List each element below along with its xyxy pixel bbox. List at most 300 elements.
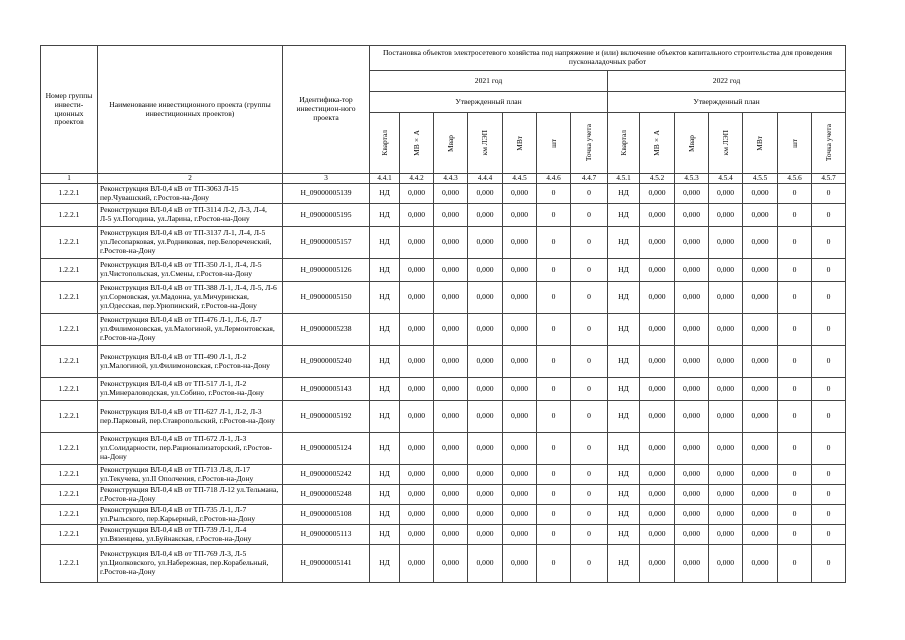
cell-value: 0 xyxy=(571,227,608,259)
column-number: 4.4.2 xyxy=(400,174,434,184)
cell-value: 0,000 xyxy=(400,525,434,545)
cell-value: 0,000 xyxy=(709,465,743,485)
column-number: 4.4.3 xyxy=(434,174,468,184)
cell-value: 0 xyxy=(571,465,608,485)
cell-value: 0,000 xyxy=(743,401,778,433)
cell-value: 0 xyxy=(537,378,571,401)
cell-value: 0,000 xyxy=(434,401,468,433)
cell-group-no: 1.2.2.1 xyxy=(41,378,98,401)
cell-value: 0,000 xyxy=(400,485,434,505)
cell-group-no: 1.2.2.1 xyxy=(41,401,98,433)
cell-value: НД xyxy=(608,525,640,545)
cell-value: 0,000 xyxy=(468,204,503,227)
cell-value: 0,000 xyxy=(400,465,434,485)
header-plan-2021: Утвержденный план xyxy=(370,92,608,113)
cell-value: 0,000 xyxy=(743,525,778,545)
cell-value: 0 xyxy=(537,346,571,378)
column-number: 3 xyxy=(283,174,370,184)
table-row xyxy=(41,485,846,505)
cell-project-id: H_09000005238 xyxy=(283,314,370,346)
header-metric xyxy=(608,113,640,174)
header-metric xyxy=(434,113,468,174)
cell-value: 0,000 xyxy=(434,485,468,505)
table-row xyxy=(41,282,846,314)
cell-value: 0,000 xyxy=(468,184,503,204)
cell-value: 0 xyxy=(571,485,608,505)
cell-value: 0,000 xyxy=(503,505,537,525)
header-metric xyxy=(709,113,743,174)
column-number: 1 xyxy=(41,174,98,184)
cell-value: 0,000 xyxy=(400,433,434,465)
cell-value: 0,000 xyxy=(640,485,675,505)
cell-group-no: 1.2.2.1 xyxy=(41,259,98,282)
cell-group-no: 1.2.2.1 xyxy=(41,184,98,204)
header-metric xyxy=(640,113,675,174)
header-year-2021: 2021 год xyxy=(370,71,608,92)
cell-value: НД xyxy=(370,227,400,259)
cell-value: 0,000 xyxy=(468,401,503,433)
cell-value: НД xyxy=(608,227,640,259)
cell-value: 0,000 xyxy=(468,282,503,314)
cell-project-name: Реконструкция ВЛ-0,4 кВ от ТП-3063 Л-15 пер.Чувашский, г.Ростов-на-Дону xyxy=(98,184,283,204)
cell-value: 0,000 xyxy=(743,184,778,204)
cell-value: 0,000 xyxy=(434,433,468,465)
header-project-name: Наименование инвестиционного проекта (группы инвестиционных проектов) xyxy=(98,46,283,174)
cell-value: 0,000 xyxy=(400,545,434,583)
cell-value: 0 xyxy=(812,378,846,401)
cell-value: НД xyxy=(370,282,400,314)
cell-value: 0,000 xyxy=(400,505,434,525)
table-row xyxy=(41,505,846,525)
cell-value: 0 xyxy=(812,227,846,259)
cell-value: 0 xyxy=(778,545,812,583)
cell-group-no: 1.2.2.1 xyxy=(41,545,98,583)
cell-value: 0,000 xyxy=(640,378,675,401)
cell-group-no: 1.2.2.1 xyxy=(41,204,98,227)
cell-value: НД xyxy=(370,378,400,401)
cell-value: 0,000 xyxy=(503,465,537,485)
cell-value: 0,000 xyxy=(709,378,743,401)
cell-value: 0,000 xyxy=(709,314,743,346)
cell-project-id: H_09000005141 xyxy=(283,545,370,583)
cell-value: 0,000 xyxy=(434,378,468,401)
cell-value: 0,000 xyxy=(468,378,503,401)
header-metric xyxy=(743,113,778,174)
cell-value: 0 xyxy=(778,259,812,282)
cell-value: 0 xyxy=(778,505,812,525)
cell-project-id: H_09000005195 xyxy=(283,204,370,227)
cell-value: 0 xyxy=(537,465,571,485)
cell-value: НД xyxy=(608,314,640,346)
cell-value: 0,000 xyxy=(400,227,434,259)
cell-value: 0 xyxy=(812,465,846,485)
column-number: 4.5.2 xyxy=(640,174,675,184)
cell-value: 0 xyxy=(778,401,812,433)
cell-project-name: Реконструкция ВЛ-0,4 кВ от ТП-627 Л-1, Л-2, Л-3 пер.Парковый, пер.Ставропольский, г.Ростов-на-Дону xyxy=(98,401,283,433)
cell-value: 0,000 xyxy=(743,227,778,259)
cell-value: 0,000 xyxy=(743,314,778,346)
cell-value: 0,000 xyxy=(743,465,778,485)
header-metric-label: МВ×А xyxy=(652,130,662,156)
cell-value: НД xyxy=(608,433,640,465)
table-row xyxy=(41,184,846,204)
cell-value: 0,000 xyxy=(675,184,709,204)
cell-project-name: Реконструкция ВЛ-0,4 кВ от ТП-713 Л-8, Л-17 ул.Текучева, ул.II Ополчения, г.Ростов-на-Дону xyxy=(98,465,283,485)
cell-value: 0,000 xyxy=(675,314,709,346)
cell-project-id: H_09000005240 xyxy=(283,346,370,378)
cell-project-name: Реконструкция ВЛ-0,4 кВ от ТП-490 Л-1, Л-2 ул.Малогиной, ул.Филимоновская, г.Ростов-на-Дону xyxy=(98,346,283,378)
cell-value: 0,000 xyxy=(675,282,709,314)
cell-project-id: H_09000005124 xyxy=(283,433,370,465)
header-metric xyxy=(537,113,571,174)
column-number: 4.5.7 xyxy=(812,174,846,184)
cell-value: 0,000 xyxy=(743,346,778,378)
cell-value: 0,000 xyxy=(503,433,537,465)
cell-value: НД xyxy=(370,259,400,282)
table-row xyxy=(41,545,846,583)
cell-project-id: H_09000005242 xyxy=(283,465,370,485)
cell-group-no: 1.2.2.1 xyxy=(41,433,98,465)
header-metric xyxy=(812,113,846,174)
cell-value: 0,000 xyxy=(640,505,675,525)
cell-value: 0,000 xyxy=(468,259,503,282)
cell-value: 0,000 xyxy=(743,505,778,525)
cell-value: 0,000 xyxy=(709,227,743,259)
cell-value: НД xyxy=(608,378,640,401)
cell-value: 0 xyxy=(537,401,571,433)
cell-value: 0,000 xyxy=(709,525,743,545)
cell-value: 0 xyxy=(812,505,846,525)
cell-value: НД xyxy=(370,545,400,583)
header-metric xyxy=(400,113,434,174)
table-row xyxy=(41,314,846,346)
table-row xyxy=(41,227,846,259)
cell-project-name: Реконструкция ВЛ-0,4 кВ от ТП-739 Л-1, Л-4 ул.Вязенцева, ул.Буйнакская, г.Ростов-на-Дону xyxy=(98,525,283,545)
cell-project-name: Реконструкция ВЛ-0,4 кВ от ТП-350 Л-1, Л-4, Л-5 ул.Чистопольская, ул.Смены, г.Ростов-на-Дону xyxy=(98,259,283,282)
cell-value: 0,000 xyxy=(468,545,503,583)
cell-value: 0,000 xyxy=(640,525,675,545)
table-row xyxy=(41,204,846,227)
table-row xyxy=(41,378,846,401)
cell-value: 0 xyxy=(571,184,608,204)
column-number: 4.5.6 xyxy=(778,174,812,184)
cell-value: НД xyxy=(608,259,640,282)
cell-value: 0,000 xyxy=(503,346,537,378)
cell-value: НД xyxy=(370,525,400,545)
cell-value: НД xyxy=(608,401,640,433)
header-metric-label: Мвар xyxy=(445,134,455,152)
table-row xyxy=(41,525,846,545)
cell-group-no: 1.2.2.1 xyxy=(41,346,98,378)
investment-table xyxy=(40,45,846,583)
cell-value: 0,000 xyxy=(709,401,743,433)
header-metric xyxy=(778,113,812,174)
header-metric-label: Точка учета xyxy=(584,124,594,162)
cell-project-id: H_09000005192 xyxy=(283,401,370,433)
header-metric xyxy=(468,113,503,174)
cell-value: НД xyxy=(370,505,400,525)
cell-value: НД xyxy=(370,314,400,346)
cell-value: 0,000 xyxy=(400,378,434,401)
cell-value: 0,000 xyxy=(709,433,743,465)
cell-value: 0,000 xyxy=(640,184,675,204)
cell-value: 0,000 xyxy=(434,282,468,314)
cell-value: 0 xyxy=(571,346,608,378)
cell-value: НД xyxy=(370,346,400,378)
cell-value: 0 xyxy=(537,282,571,314)
cell-value: 0 xyxy=(537,227,571,259)
cell-value: 0,000 xyxy=(503,227,537,259)
cell-value: 0,000 xyxy=(503,204,537,227)
column-number: 4.5.1 xyxy=(608,174,640,184)
table-row xyxy=(41,259,846,282)
cell-value: 0,000 xyxy=(675,485,709,505)
header-metric-label: км ЛЭП xyxy=(720,130,730,156)
cell-value: 0 xyxy=(571,545,608,583)
cell-value: 0,000 xyxy=(468,505,503,525)
cell-value: 0,000 xyxy=(503,378,537,401)
cell-value: 0 xyxy=(812,401,846,433)
cell-value: 0,000 xyxy=(675,545,709,583)
cell-value: 0,000 xyxy=(709,259,743,282)
cell-value: 0,000 xyxy=(434,227,468,259)
cell-value: 0,000 xyxy=(709,184,743,204)
header-metric-label: МВт xyxy=(514,135,524,151)
cell-value: 0 xyxy=(778,465,812,485)
cell-project-name: Реконструкция ВЛ-0,4 кВ от ТП-517 Л-1, Л-2 ул.Минераловодская, ул.Собино, г.Ростов-на-Дону xyxy=(98,378,283,401)
header-plan-2022: Утвержденный план xyxy=(608,92,846,113)
header-group-no: Номер группы инвести-ционных проектов xyxy=(41,46,98,174)
column-number: 4.5.3 xyxy=(675,174,709,184)
cell-value: НД xyxy=(608,505,640,525)
cell-value: 0 xyxy=(812,485,846,505)
cell-value: 0,000 xyxy=(468,485,503,505)
cell-value: 0 xyxy=(778,378,812,401)
cell-value: 0 xyxy=(537,314,571,346)
cell-value: 0 xyxy=(812,525,846,545)
cell-value: 0 xyxy=(778,227,812,259)
cell-value: 0 xyxy=(571,505,608,525)
cell-value: 0,000 xyxy=(640,314,675,346)
cell-value: 0 xyxy=(537,259,571,282)
cell-project-id: H_09000005126 xyxy=(283,259,370,282)
table-row xyxy=(41,433,846,465)
column-number: 4.4.4 xyxy=(468,174,503,184)
cell-value: 0,000 xyxy=(434,505,468,525)
cell-value: НД xyxy=(608,346,640,378)
cell-value: 0 xyxy=(571,525,608,545)
cell-value: 0,000 xyxy=(503,314,537,346)
cell-project-id: H_09000005108 xyxy=(283,505,370,525)
cell-project-id: H_09000005113 xyxy=(283,525,370,545)
cell-value: 0 xyxy=(778,282,812,314)
cell-value: 0,000 xyxy=(468,346,503,378)
cell-project-name: Реконструкция ВЛ-0,4 кВ от ТП-672 Л-1, Л-3 ул.Солидарности, пер.Рационализаторский, г.Ростов-на-Дону xyxy=(98,433,283,465)
cell-value: 0 xyxy=(571,401,608,433)
cell-value: 0 xyxy=(571,259,608,282)
cell-value: 0,000 xyxy=(434,545,468,583)
header-metric-label: МВт xyxy=(755,135,765,151)
cell-value: 0 xyxy=(812,204,846,227)
cell-value: 0 xyxy=(778,346,812,378)
table-row xyxy=(41,465,846,485)
cell-value: 0 xyxy=(812,184,846,204)
cell-group-no: 1.2.2.1 xyxy=(41,227,98,259)
cell-value: 0,000 xyxy=(675,505,709,525)
cell-value: 0,000 xyxy=(434,204,468,227)
cell-value: 0,000 xyxy=(400,346,434,378)
cell-value: 0,000 xyxy=(709,545,743,583)
cell-value: НД xyxy=(608,204,640,227)
header-metric xyxy=(503,113,537,174)
table-row xyxy=(41,401,846,433)
cell-value: 0,000 xyxy=(709,505,743,525)
table-row xyxy=(41,346,846,378)
cell-value: 0 xyxy=(537,485,571,505)
column-number: 4.4.5 xyxy=(503,174,537,184)
cell-value: 0,000 xyxy=(743,545,778,583)
cell-value: 0 xyxy=(812,346,846,378)
cell-value: 0,000 xyxy=(640,465,675,485)
cell-value: 0,000 xyxy=(743,204,778,227)
cell-value: 0,000 xyxy=(468,314,503,346)
cell-value: НД xyxy=(608,545,640,583)
cell-value: 0,000 xyxy=(640,545,675,583)
cell-value: 0 xyxy=(537,184,571,204)
cell-value: 0,000 xyxy=(400,401,434,433)
header-metric xyxy=(571,113,608,174)
cell-value: 0,000 xyxy=(640,204,675,227)
cell-value: 0,000 xyxy=(743,485,778,505)
header-metric-label: Точка учета xyxy=(823,124,833,162)
cell-value: НД xyxy=(608,184,640,204)
cell-value: НД xyxy=(370,433,400,465)
column-number: 2 xyxy=(98,174,283,184)
column-number: 4.5.5 xyxy=(743,174,778,184)
cell-value: 0,000 xyxy=(640,401,675,433)
cell-project-name: Реконструкция ВЛ-0,4 кВ от ТП-3114 Л-2, Л-3, Л-4, Л-5 ул.Погодина, ул.Ларина, г.Ростов-на-Дону xyxy=(98,204,283,227)
cell-value: 0 xyxy=(778,184,812,204)
header-metric-label: МВ×А xyxy=(411,130,421,156)
column-number: 4.4.1 xyxy=(370,174,400,184)
cell-value: 0,000 xyxy=(709,346,743,378)
cell-project-name: Реконструкция ВЛ-0,4 кВ от ТП-718 Л-12 ул.Тельмана, г.Ростов-на-Дону xyxy=(98,485,283,505)
cell-value: 0,000 xyxy=(434,525,468,545)
cell-value: 0,000 xyxy=(743,378,778,401)
header-metric-label: Квартал xyxy=(618,130,628,156)
cell-value: 0 xyxy=(537,505,571,525)
cell-value: 0 xyxy=(571,433,608,465)
cell-value: 0 xyxy=(537,204,571,227)
header-metric-label: км ЛЭП xyxy=(480,130,490,156)
header-project-id: Идентифика-тор инвестицион-ного проекта xyxy=(283,46,370,174)
cell-value: 0,000 xyxy=(743,433,778,465)
cell-value: 0 xyxy=(812,259,846,282)
header-metric-label: шт xyxy=(789,138,799,148)
cell-value: НД xyxy=(370,184,400,204)
cell-value: 0,000 xyxy=(675,401,709,433)
cell-value: 0,000 xyxy=(675,378,709,401)
cell-value: НД xyxy=(370,485,400,505)
header-metric-label: Мвар xyxy=(686,134,696,152)
cell-value: 0,000 xyxy=(503,259,537,282)
cell-value: 0,000 xyxy=(503,401,537,433)
header-metric xyxy=(370,113,400,174)
cell-group-no: 1.2.2.1 xyxy=(41,314,98,346)
cell-value: 0 xyxy=(537,433,571,465)
cell-value: 0,000 xyxy=(468,525,503,545)
cell-value: 0,000 xyxy=(640,282,675,314)
cell-group-no: 1.2.2.1 xyxy=(41,465,98,485)
cell-value: 0 xyxy=(812,314,846,346)
cell-value: 0,000 xyxy=(434,346,468,378)
cell-value: 0,000 xyxy=(503,545,537,583)
cell-value: 0,000 xyxy=(468,433,503,465)
cell-value: 0,000 xyxy=(675,227,709,259)
cell-value: 0,000 xyxy=(675,465,709,485)
cell-project-name: Реконструкция ВЛ-0,4 кВ от ТП-769 Л-3, Л-5 ул.Циолковского, ул.Набережная, пер.Корабельный, г.Ростов-на-Дону xyxy=(98,545,283,583)
cell-value: 0 xyxy=(812,545,846,583)
header-metric-label: шт xyxy=(548,138,558,148)
cell-value: 0,000 xyxy=(709,485,743,505)
cell-value: 0 xyxy=(571,204,608,227)
cell-value: 0,000 xyxy=(640,433,675,465)
cell-project-id: H_09000005157 xyxy=(283,227,370,259)
cell-value: 0,000 xyxy=(675,346,709,378)
cell-value: 0,000 xyxy=(400,259,434,282)
cell-group-no: 1.2.2.1 xyxy=(41,485,98,505)
cell-value: 0,000 xyxy=(675,433,709,465)
cell-group-no: 1.2.2.1 xyxy=(41,505,98,525)
cell-project-name: Реконструкция ВЛ-0,4 кВ от ТП-735 Л-1, Л-7 ул.Рыльского, пер.Карьерный, г.Ростов-на-Дону xyxy=(98,505,283,525)
cell-group-no: 1.2.2.1 xyxy=(41,282,98,314)
cell-value: 0,000 xyxy=(434,465,468,485)
cell-value: 0 xyxy=(778,314,812,346)
cell-value: 0,000 xyxy=(709,282,743,314)
cell-value: НД xyxy=(608,485,640,505)
cell-value: 0,000 xyxy=(468,227,503,259)
cell-value: НД xyxy=(608,465,640,485)
cell-value: НД xyxy=(370,401,400,433)
cell-value: 0 xyxy=(812,433,846,465)
cell-value: 0,000 xyxy=(675,204,709,227)
cell-value: 0,000 xyxy=(709,204,743,227)
cell-value: 0 xyxy=(778,525,812,545)
cell-value: 0,000 xyxy=(675,259,709,282)
cell-group-no: 1.2.2.1 xyxy=(41,525,98,545)
cell-value: 0 xyxy=(778,204,812,227)
cell-value: НД xyxy=(370,465,400,485)
cell-value: 0,000 xyxy=(743,259,778,282)
cell-value: 0 xyxy=(571,378,608,401)
cell-value: 0,000 xyxy=(400,282,434,314)
cell-value: 0,000 xyxy=(503,184,537,204)
cell-project-id: H_09000005143 xyxy=(283,378,370,401)
cell-value: 0 xyxy=(571,282,608,314)
column-number: 4.4.6 xyxy=(537,174,571,184)
cell-value: 0 xyxy=(537,545,571,583)
cell-value: 0 xyxy=(812,282,846,314)
cell-value: 0,000 xyxy=(503,282,537,314)
cell-value: 0,000 xyxy=(503,485,537,505)
cell-project-name: Реконструкция ВЛ-0,4 кВ от ТП-3137 Л-1, Л-4, Л-5 ул.Лесопарковая, ул.Родниковая, пер.Белореченский, г.Ростов-на-Дону xyxy=(98,227,283,259)
cell-value: 0,000 xyxy=(640,259,675,282)
cell-value: 0,000 xyxy=(434,314,468,346)
cell-project-id: H_09000005150 xyxy=(283,282,370,314)
cell-value: 0,000 xyxy=(400,314,434,346)
cell-value: 0,000 xyxy=(400,204,434,227)
cell-project-name: Реконструкция ВЛ-0,4 кВ от ТП-476 Л-1, Л-6, Л-7 ул.Филимоновская, ул.Малогиной, ул.Лермонтовская, г.Ростов-на-Дону xyxy=(98,314,283,346)
